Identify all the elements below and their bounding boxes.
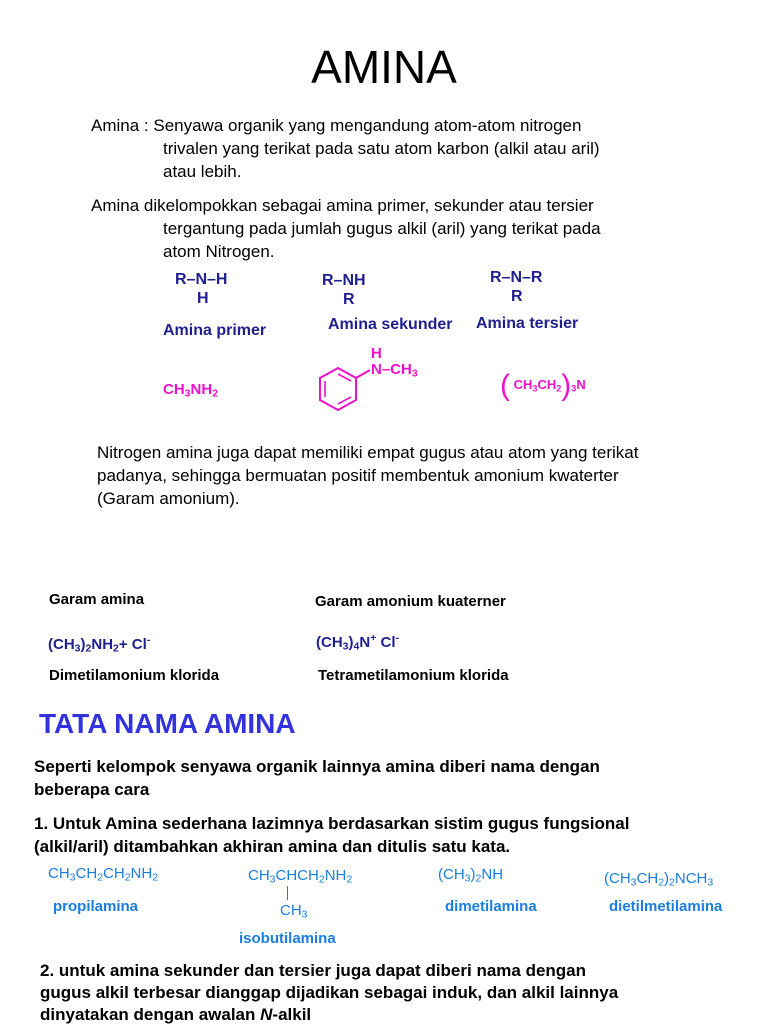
quaternary-line-1: Nitrogen amina juga dapat memiliki empat gugus atau atom yang terikat xyxy=(97,443,639,462)
classification-line-3: atom Nitrogen. xyxy=(163,242,275,261)
aniline-hydrogen: H xyxy=(371,345,382,362)
dimethylamine-formula: $(CH_3)_2NH$ xyxy=(438,866,504,885)
diethylmethylamine-name: dietilmetilamina xyxy=(609,898,723,915)
isobutylamine-name: isobutilamina xyxy=(239,930,336,947)
intro-line-1: Seperti kelompok senyawa organik lainnya amina diberi nama dengan xyxy=(34,757,600,776)
definition-paragraph xyxy=(91,114,600,183)
rule-1-line-2: (alkil/aril) ditambahkan akhiran amina dan ditulis satu kata. xyxy=(34,837,511,856)
definition-line-2: trivalen yang terikat pada satu atom karbon (alkil atau aril) xyxy=(163,139,600,158)
secondary-amine-row2: R xyxy=(343,291,355,308)
primary-amine-row1: R–N–H xyxy=(175,271,228,288)
rule-2-line-3: dinyatakan dengan awalan N-alkil xyxy=(40,1005,312,1024)
definition-line-1: Amina : Senyawa organik yang mengandung atom-atom nitrogen xyxy=(91,116,582,135)
secondary-amine-row1: R–NH xyxy=(322,272,366,289)
primary-amine-label: Amina primer xyxy=(163,322,267,339)
n-methyl-group: $N-CH_3$ xyxy=(371,361,418,380)
isobutylamine-branch: $CH_3$ xyxy=(280,902,308,921)
definition-line-3: atau lebih. xyxy=(163,162,242,181)
ammonium-salt-heading: Garam amonium kuaterner xyxy=(315,593,506,610)
isobutylamine-branch-bond xyxy=(287,886,288,900)
rule-1 xyxy=(34,812,629,858)
quaternary-line-2: padanya, sehingga bermuatan positif membentuk amonium kwaterter xyxy=(97,466,619,485)
propylamine-formula: $CH_3CH_2CH_2NH_2$ xyxy=(48,865,159,884)
ammonium-salt-name: Tetrametilamonium klorida xyxy=(318,667,509,684)
ring-nitrogen-bond xyxy=(356,370,370,378)
tertiary-amine-structure xyxy=(490,268,542,306)
page-title: AMINA xyxy=(311,41,457,93)
section-heading: TATA NAMA AMINA xyxy=(39,708,296,739)
tertiary-amine-label: Amina tersier xyxy=(476,315,579,332)
primary-amine-structure xyxy=(175,270,227,308)
dimethylamine-name: dimetilamina xyxy=(445,898,537,915)
intro-line-2: beberapa cara xyxy=(34,780,150,799)
classification-paragraph xyxy=(91,194,601,263)
secondary-amine-structure xyxy=(322,271,366,309)
propylamine-name: propilamina xyxy=(53,898,139,915)
triethylamine-formula: ( $CH_3CH_2)_3N$ xyxy=(500,369,586,402)
quaternary-line-3: (Garam amonium). xyxy=(97,489,240,508)
tertiary-amine-row2: R xyxy=(511,288,523,305)
rule-2-line-1: 2. untuk amina sekunder dan tersier juga dapat diberi nama dengan xyxy=(40,961,587,980)
amine-salt-formula: $(CH_3)_2NH_2+ Cl^-$ xyxy=(48,634,151,655)
rule-2 xyxy=(40,960,618,1026)
amine-salt-heading: Garam amina xyxy=(49,591,145,608)
secondary-amine-label: Amina sekunder xyxy=(328,316,453,333)
methylamine-formula: $CH_3NH_2$ xyxy=(163,381,219,400)
nomenclature-intro xyxy=(34,755,600,801)
tertiary-amine-row1: R–N–R xyxy=(490,269,543,286)
rule-1-line-1: 1. Untuk Amina sederhana lazimnya berdasarkan sistim gugus fungsional xyxy=(34,814,630,833)
classification-line-1: Amina dikelompokkan sebagai amina primer, sekunder atau tersier xyxy=(91,196,594,215)
ammonium-salt-formula: $(CH_3)_4N^+$ Cl- xyxy=(316,632,400,653)
amine-salt-name: Dimetilamonium klorida xyxy=(49,667,220,684)
classification-line-2: tergantung pada jumlah gugus alkil (aril) yang terikat pada xyxy=(163,219,601,238)
isobutylamine-formula: $CH_3CHCH_2NH_2$ xyxy=(248,867,353,886)
rule-2-line-2: gugus alkil terbesar dianggap dijadikan sebagai induk, dan alkil lainnya xyxy=(40,983,619,1002)
quaternary-note xyxy=(97,441,638,510)
diethylmethylamine-formula: $(CH_3CH_2)_2NCH_3$ xyxy=(604,870,714,889)
primary-amine-row2: H xyxy=(197,290,209,307)
